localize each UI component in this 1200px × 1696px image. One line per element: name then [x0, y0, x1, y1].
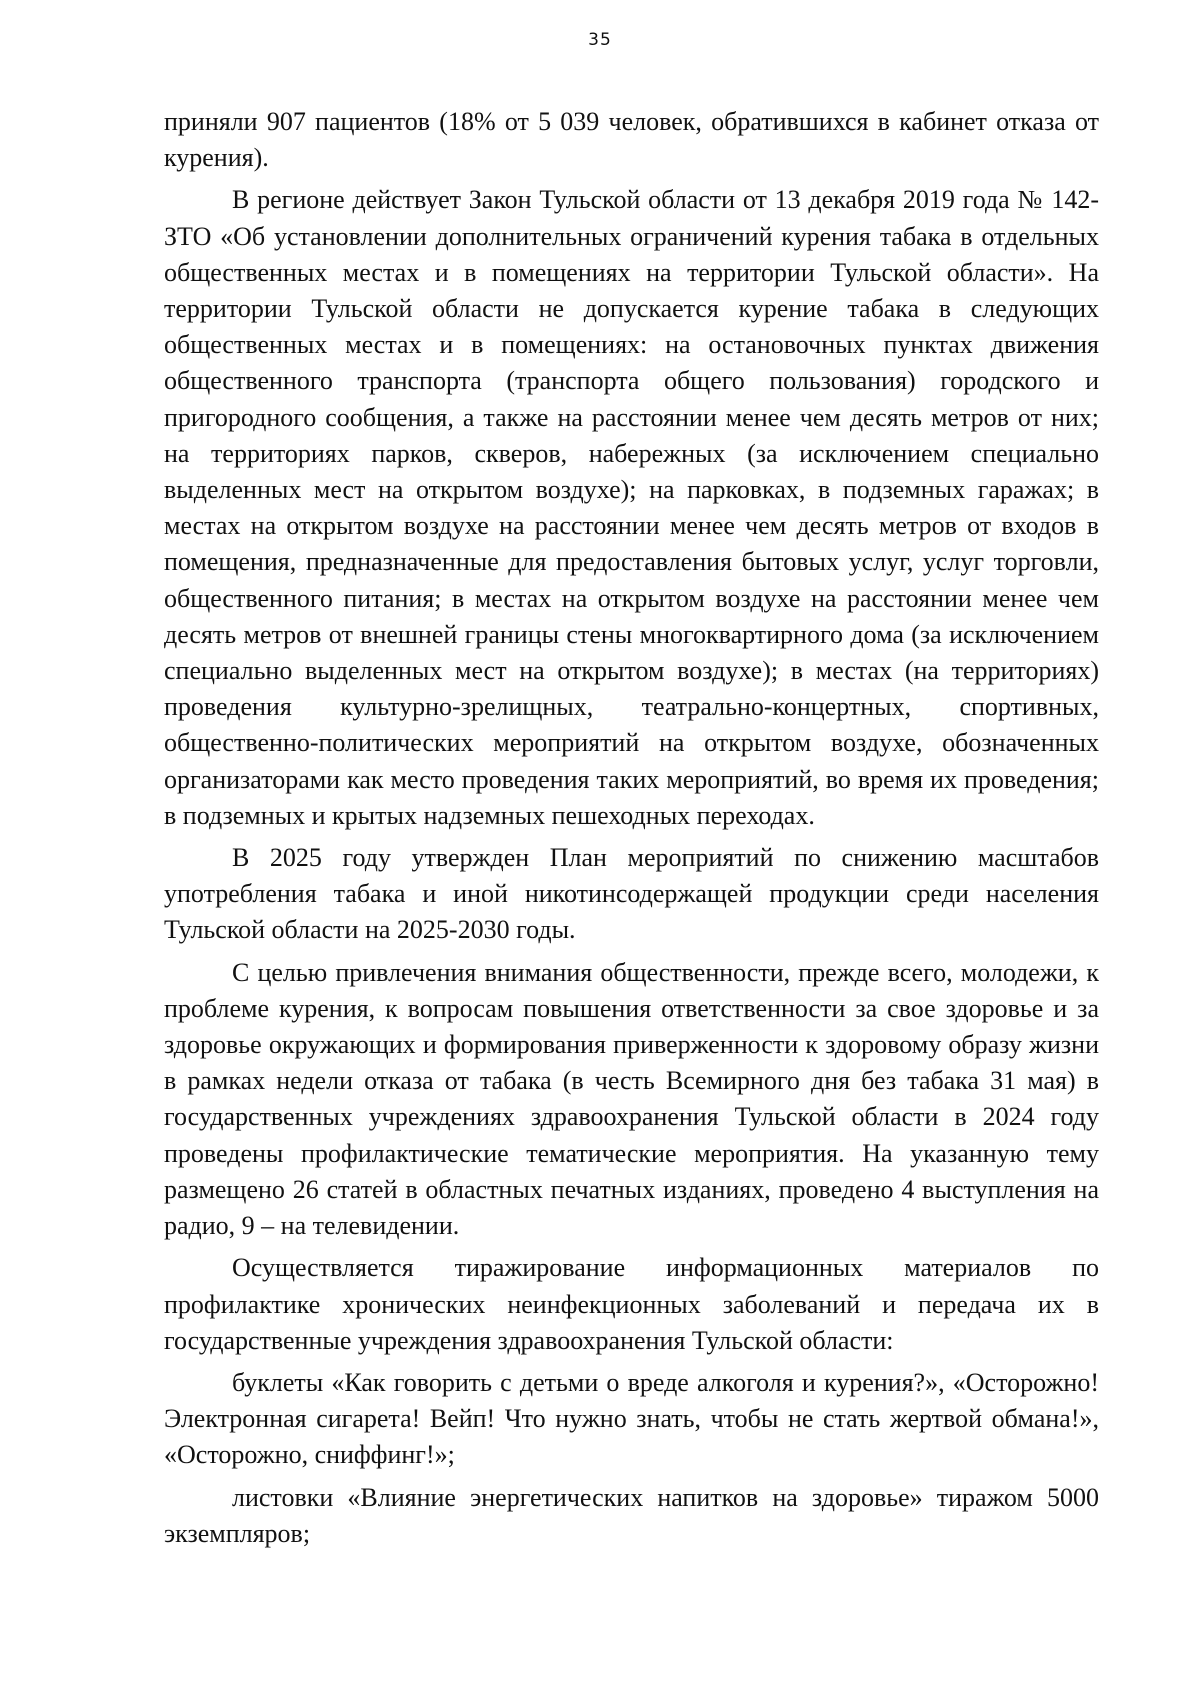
- document-body: [164, 104, 1099, 1552]
- paragraph-leaflets: листовки «Влияние энергетических напитков на здоровье» тиражом 5000 экземпляров;: [164, 1482, 1099, 1548]
- paragraph-public-attention: С целью привлечения внимания общественности, прежде всего, молодежи, к проблеме курения, к вопросам повышения ответственности за свое здоровье и за здоровье окружающих и формирования приверженности к здоровому образу жизни в рамках недели отказа от табака (в честь Всемирного дня без табака 31 мая) в государственных учреждениях здравоохранения Тульской области в 2024 году проведены профилактические тематические мероприятия. На указанную тему размещено 26 статей в областных печатных изданиях, проведено 4 выступления на радио, 9 – на телевидении.: [164, 957, 1099, 1241]
- page-number: 35: [588, 30, 612, 50]
- paragraph-tula-law: В регионе действует Закон Тульской области от 13 декабря 2019 года № 142-ЗТО «Об установлении дополнительных ограничений курения табака в отдельных общественных местах и в помещениях на территории Тульской области». На территории Тульской области не допускается курение табака в следующих общественных местах и в помещениях: на остановочных пунктах движения общественного транспорта (транспорта общего пользования) городского и пригородного сообщения, а также на расстоянии менее чем десять метров от них; на территориях парков, скверов, набережных (за исключением специально выделенных мест на открытом воздухе); на парковках, в подземных гаражах; в местах на открытом воздухе на расстоянии менее чем десять метров от входов в помещения, предназначенные для предоставления бытовых услуг, услуг торговли, общественного питания; в местах на открытом воздухе на расстоянии менее чем десять метров от внешней границы стены многоквартирного дома (за исключением специально выделенных мест на открытом воздухе); в местах (на территориях) проведения культурно-зрелищных, театрально-концертных, спортивных, общественно-политических мероприятий на открытом воздухе, обозначенных организаторами как место проведения таких мероприятий, во время их проведения; в подземных и крытых надземных пешеходных переходах.: [164, 185, 1099, 830]
- paragraph-booklets: буклеты «Как говорить с детьми о вреде алкоголя и курения?», «Осторожно! Электронная сигарета! Вейп! Что нужно знать, чтобы не стать жертвой обмана!», «Осторожно, сниффинг!»;: [164, 1367, 1099, 1470]
- paragraph-plan-2025: В 2025 году утвержден План мероприятий по снижению масштабов употребления табака и иной никотинсодержащей продукции среди населения Тульской области на 2025-2030 годы.: [164, 843, 1099, 945]
- paragraph-information-materials: Осуществляется тиражирование информационных материалов по профилактике хронических неинфекционных заболеваний и передача их в государственные учреждения здравоохранения Тульской области:: [164, 1253, 1099, 1355]
- paragraph-continuation: приняли 907 пациентов (18% от 5 039 человек, обратившихся в кабинет отказа от курения).: [164, 107, 1099, 173]
